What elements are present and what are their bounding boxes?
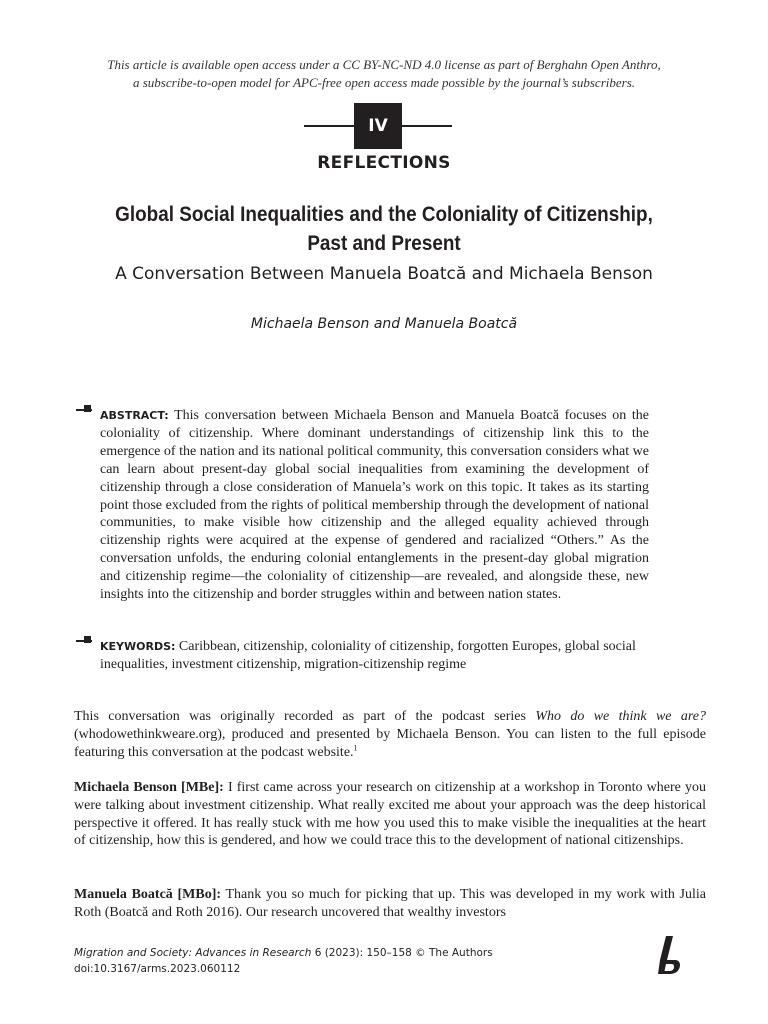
keywords-label: KEYWORDS:: [100, 640, 176, 653]
notice-line-1: This article is available open access under a CC BY-NC-ND 4.0 license as part of Berghahn Open Anthro,: [107, 57, 661, 72]
paragraph-text: I first came across your research on citizenship at a workshop in Toronto where you were talking about investment citizenship. What really excited me about your approach was the deep historical perspective it offered. It has really stuck with me how you used this to make visible the inequalities at the heart of citizenship, how this is gendered, and how we could trace this to the development of national citizenships.: [74, 780, 707, 849]
intro-after: (whodowethinkweare.org), produced and presented by Michaela Benson. You can listen to the full episode featuring this conversation at the podcast website.: [74, 726, 706, 760]
doi[interactable]: doi:10.3167/arms.2023.060112: [74, 963, 241, 975]
journal-citation: [74, 945, 493, 961]
keywords-text: Caribbean, citizenship, coloniality of citizenship, forgotten Europes, global social inequalities, investment citizenship, migration-citizenship regime: [100, 639, 636, 672]
section-marker: [304, 103, 452, 149]
speaker-label: Manuela Boatcă [MBo]:: [74, 887, 222, 902]
abstract: [100, 407, 649, 604]
open-access-notice: [40, 56, 728, 92]
paragraph-text: Thank you so much for picking that up. This was developed in my work with Julia Roth (Boatcă and Roth 2016). Our research uncovered that wealthy investors: [74, 887, 706, 920]
title-line-1: Global Social Inequalities and the Coloniality of Citizenship,: [115, 203, 653, 226]
article-subtitle: A Conversation Between Manuela Boatcă and Michaela Benson: [115, 264, 653, 284]
intro-paragraph: [74, 708, 706, 761]
abstract-text: This conversation between Michaela Benson and Manuela Boatcă focuses on the coloniality of citizenship. Where dominant understandings of citizenship link this to the emergence of the nation and its national political community, this conversation considers what we can learn about present-day global social inequalities from examining the development of citizenship through a close consideration of Manuela’s work on this topic. It takes as its starting point those excluded from the rights of political membership through the development of national communities, to make visible how citizenship and the alleged equality achieved through citizenship rights were acquired at the expense of gendered and racialized “Others.” As the conversation unfolds, the enduring colonial entanglements in the present-day global migration and citizenship regime—the coloniality of citizenship—are revealed, and alongside these, new insights into the citizenship and border struggles within and between nation states.: [100, 408, 649, 603]
footnote-marker[interactable]: 1: [353, 742, 358, 752]
article-authors: Michaela Benson and Manuela Boatcă: [250, 316, 518, 332]
publisher-logo-icon: [655, 936, 681, 974]
citation-details: 6 (2023): 150–158 © The Authors: [311, 947, 493, 959]
abstract-bullet-square: [84, 405, 91, 412]
section-numeral: IV: [354, 103, 402, 149]
keywords-bullet-square: [84, 636, 91, 643]
page-footer: [74, 945, 493, 977]
article-title: [74, 200, 693, 258]
title-line-2: Past and Present: [307, 232, 461, 255]
dialogue-paragraph-2: [74, 886, 706, 922]
notice-line-2: a subscribe-to-open model for APC-free open access made possible by the journal’s subscribers.: [133, 75, 635, 90]
dialogue-paragraph-1: [74, 779, 706, 850]
podcast-series-title: Who do we think we are?: [535, 709, 706, 724]
section-label: REFLECTIONS: [317, 153, 451, 173]
abstract-label: ABSTRACT:: [100, 409, 169, 422]
speaker-label: Michaela Benson [MBe]:: [74, 780, 224, 795]
journal-name: Migration and Society: Advances in Research: [74, 947, 312, 959]
keywords: [100, 638, 649, 674]
intro-before: This conversation was originally recorded as part of the podcast series: [74, 709, 536, 724]
